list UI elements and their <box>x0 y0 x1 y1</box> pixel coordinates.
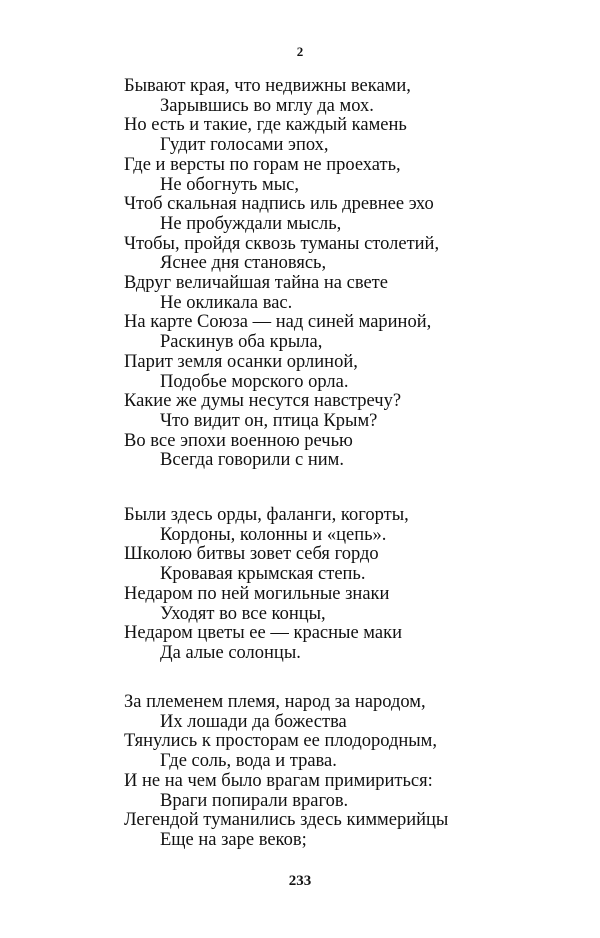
poem-line: Еще на заре веков; <box>160 829 307 850</box>
poem-line: Не пробуждали мысль, <box>160 213 342 234</box>
poem-line: Гудит голосами эпох, <box>160 135 329 156</box>
poem-line: Где и версты по горам не проехать, <box>124 154 401 175</box>
poem-line: Парит земля осанки орлиной, <box>124 351 358 372</box>
stanza-1 <box>124 77 584 471</box>
poem-line: Кордоны, колонны и «цепь». <box>160 524 387 545</box>
poem-line: Раскинув оба крыла, <box>160 332 323 353</box>
page-number: 233 <box>288 873 312 889</box>
poem-line: Школою битвы зовет себя гордо <box>124 544 379 565</box>
poem-line: Кровавая крымская степь. <box>160 564 366 585</box>
poem-line: Чтобы, пройдя сквозь туманы столетий, <box>124 233 440 254</box>
poem-line: Чтоб скальная надпись иль древнее эхо <box>124 194 434 215</box>
poem-line: Но есть и такие, где каждый камень <box>124 115 407 136</box>
stanza-3 <box>124 693 584 851</box>
poem-line: Где соль, вода и трава. <box>160 751 337 772</box>
poem-line: Во все эпохи военною речью <box>124 430 353 451</box>
poem-line: Что видит он, птица Крым? <box>160 410 378 431</box>
poem-line: Недаром по ней могильные знаки <box>124 583 390 604</box>
poem-line: Тянулись к просторам ее плодородным, <box>124 731 438 752</box>
poem-line: Какие же думы несутся навстречу? <box>124 391 402 412</box>
poem-line: Враги попирали врагов. <box>160 790 349 811</box>
section-number: 2 <box>296 44 304 59</box>
poem-line: Бывают края, что недвижны веками, <box>124 76 411 96</box>
poem-line: Легендой туманились здесь киммерийцы <box>124 810 449 831</box>
poem-line: Уходят во все концы, <box>160 603 326 624</box>
poem-line: Не окликала вас. <box>160 292 293 313</box>
poem-line: Яснее дня становясь, <box>160 253 327 274</box>
poem-line: Не обогнуть мыс, <box>160 174 299 195</box>
poem-line: Всегда говорили с ним. <box>160 450 345 471</box>
poem-line: Были здесь орды, фаланги, когорты, <box>124 505 409 525</box>
poem-line: И не на чем было врагам примириться: <box>124 770 433 791</box>
poem-line: Подобье морского орла. <box>160 371 349 392</box>
poem-line: Их лошади да божества <box>160 711 347 732</box>
poem-line: Вдруг величайшая тайна на свете <box>124 273 388 294</box>
poem-line: Зарывшись во мглу да мох. <box>160 95 374 116</box>
poem-line: За племенем племя, народ за народом, <box>124 692 426 712</box>
poem-line: На карте Союза — над синей мариной, <box>124 312 432 333</box>
stanza-2 <box>124 506 584 664</box>
poem-line: Недаром цветы ее — красные маки <box>124 623 402 644</box>
poem-line: Да алые солонцы. <box>160 642 301 663</box>
